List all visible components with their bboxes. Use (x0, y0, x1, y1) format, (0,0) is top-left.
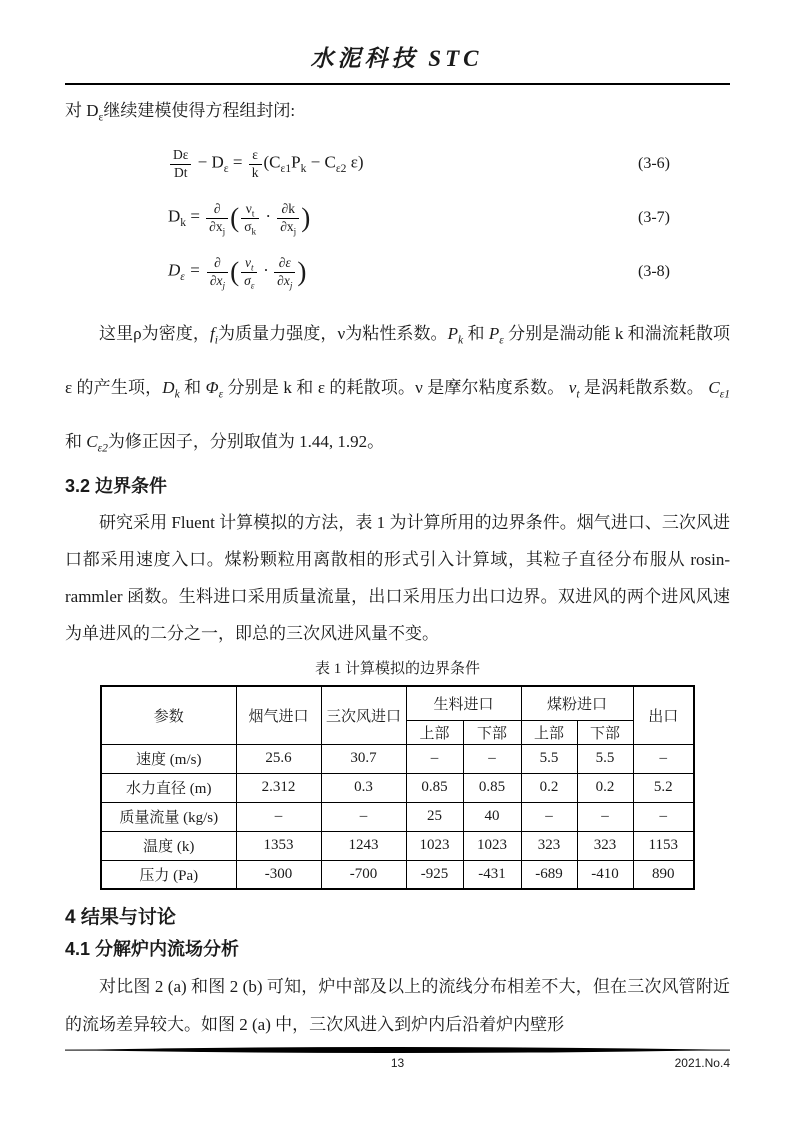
fraction: $\frac{D\varepsilon}{Dt}$ (170, 147, 191, 180)
fraction: $\frac{\partial}{\partial x_j}$ (206, 201, 228, 234)
header-cell-coal: 煤粉进口 (521, 686, 633, 720)
header-cell-tertiary-air: 三次风进口 (321, 686, 406, 744)
subheader-cell-lower: 下部 (463, 720, 521, 744)
value-cell: – (633, 744, 694, 773)
fraction: $\frac{\varepsilon}{k}$ (249, 147, 262, 180)
page-content (0, 97, 793, 1044)
value-cell: 1243 (321, 831, 406, 860)
value-cell: – (406, 744, 463, 773)
value-cell: 25 (406, 802, 463, 831)
value-cell: 2.312 (236, 773, 321, 802)
value-cell: -410 (577, 860, 633, 889)
value-cell: 1353 (236, 831, 321, 860)
value-cell: – (633, 802, 694, 831)
fraction: $\frac{\partial\varepsilon}{\partial x_j}$ (274, 255, 295, 288)
value-cell: 30.7 (321, 744, 406, 773)
equation-number: (3-7) (638, 209, 670, 226)
header-cell-raw-meal: 生料进口 (406, 686, 521, 720)
table-row (101, 831, 694, 860)
results-paragraph: 对比图 2 (a) 和图 2 (b) 可知，炉中部及以上的流线分布相差不大，但在三次风管附近的流场差异较大。如图 2 (a) 中，三次风进入到炉内后沿着炉内壁形 (65, 977, 730, 1034)
value-cell: -431 (463, 860, 521, 889)
value-cell: 5.2 (633, 773, 694, 802)
value-cell: – (577, 802, 633, 831)
equation-3-7 (65, 191, 730, 245)
table-row (101, 744, 694, 773)
boundary-conditions-paragraph: 研究采用 Fluent 计算模拟的方法，表 1 为计算所用的边界条件。烟气进口、三次风进口都采用速度入口。煤粉颗粒用离散相的形式引入计算域，其粒子直径分布服从 rosin-rammler 函数。生料进口采用质量流量，出口采用压力出口边界。双进风的两个进风风速为单进风的二分之一，即总的三次风进风量不变。 (65, 513, 730, 643)
row-label-cell: 水力直径 (m) (101, 773, 236, 802)
header-cell-param: 参数 (101, 686, 236, 744)
value-cell: 0.85 (406, 773, 463, 802)
equation-formula: $\frac{D\varepsilon}{Dt}$ − $D_\varepsilon$ = $\frac{\varepsilon}{k}$ ($C_{\varepsilon 1}P_k - C_{\varepsilon 2}$ ε) (168, 147, 364, 180)
value-cell: 40 (463, 802, 521, 831)
table-row (101, 860, 694, 889)
value-cell: – (236, 802, 321, 831)
equation-3-8 (65, 245, 730, 299)
fraction: $\frac{\partial}{\partial x_j}$ (207, 255, 228, 288)
value-cell: 1023 (463, 831, 521, 860)
value-cell: 0.2 (577, 773, 633, 802)
row-label-cell: 速度 (m/s) (101, 744, 236, 773)
value-cell: 5.5 (577, 744, 633, 773)
issue-number: 2021.No.4 (674, 1056, 730, 1070)
fraction: $\frac{\nu_t}{\sigma_k}$ (241, 201, 259, 234)
value-cell: -300 (236, 860, 321, 889)
fraction: $\frac{\partial k}{\partial x_j}$ (277, 201, 299, 234)
fraction: $\frac{\nu_t}{\sigma_\varepsilon}$ (241, 255, 257, 288)
row-label-cell: 质量流量 (kg/s) (101, 802, 236, 831)
table-row (101, 773, 694, 802)
boundary-conditions-table (100, 685, 695, 890)
value-cell: 5.5 (521, 744, 577, 773)
value-cell: 25.6 (236, 744, 321, 773)
page-title: 水泥科技 STC (310, 46, 483, 71)
equation-number: (3-8) (638, 263, 670, 280)
footer-text-row (65, 1056, 730, 1074)
value-cell: – (521, 802, 577, 831)
value-cell: -925 (406, 860, 463, 889)
equation-formula: $D_k$ = $\frac{\partial}{\partial x_j}$ ( $\frac{\nu_t}{\sigma_k}$ · $\frac{\partial k}{\partial x_j}$ ) (168, 201, 311, 237)
symbols-paragraph: 这里ρ为密度，$f_i$为质量力强度，ν为粘性系数。$P_k$ 和 $P_\varepsilon$ 分别是湍动能 k 和湍流耗散项 ε 的产生项，$D_k$ 和 $\Phi_\varepsilon$ 分别是 k 和 ε 的耗散项。ν 是摩尔粘度系数。 $\nu_t$ 是涡耗散系数。 $C_{\varepsilon 1}$ 和 $C_{\varepsilon 2}$为修正因子，分别取值为 1.44, 1.92。 (65, 324, 731, 455)
value-cell: 1153 (633, 831, 694, 860)
section-heading-4: 4 结果与讨论 (65, 907, 176, 928)
subheader-cell-upper: 上部 (521, 720, 577, 744)
value-cell: 0.85 (463, 773, 521, 802)
value-cell: 323 (521, 831, 577, 860)
header-cell-flue-inlet: 烟气进口 (236, 686, 321, 744)
header-rule (65, 83, 730, 85)
value-cell: 0.3 (321, 773, 406, 802)
subheader-cell-lower: 下部 (577, 720, 633, 744)
row-label-cell: 压力 (Pa) (101, 860, 236, 889)
page-number: 13 (390, 1056, 405, 1070)
subheader-cell-upper: 上部 (406, 720, 463, 744)
value-cell: – (321, 802, 406, 831)
table-header-row-1 (101, 686, 694, 720)
intro-paragraph: 对 $D_\varepsilon$继续建模使得方程组封闭: (65, 101, 296, 124)
table-row (101, 802, 694, 831)
row-label-cell: 温度 (k) (101, 831, 236, 860)
header-cell-outlet: 出口 (633, 686, 694, 744)
value-cell: 1023 (406, 831, 463, 860)
value-cell: 890 (633, 860, 694, 889)
value-cell: – (463, 744, 521, 773)
equation-formula: $D_\varepsilon$ = $\frac{\partial}{\partial x_j}$ ( $\frac{\nu_t}{\sigma_\varepsilon}$ · $\frac{\partial\varepsilon}{\partial x_j}$ ) (168, 255, 307, 291)
equation-3-6 (65, 137, 730, 191)
section-heading-4-1: 4.1 分解炉内流场分析 (65, 939, 240, 959)
footer-rule (65, 1046, 730, 1055)
table-caption: 表 1 计算模拟的边界条件 (314, 661, 480, 677)
value-cell: 0.2 (521, 773, 577, 802)
equation-number: (3-6) (638, 155, 670, 172)
section-heading-3-2: 3.2 边界条件 (65, 476, 168, 496)
value-cell: 323 (577, 831, 633, 860)
equation-block (65, 137, 730, 299)
value-cell: -689 (521, 860, 577, 889)
page-footer (65, 1046, 730, 1074)
value-cell: -700 (321, 860, 406, 889)
